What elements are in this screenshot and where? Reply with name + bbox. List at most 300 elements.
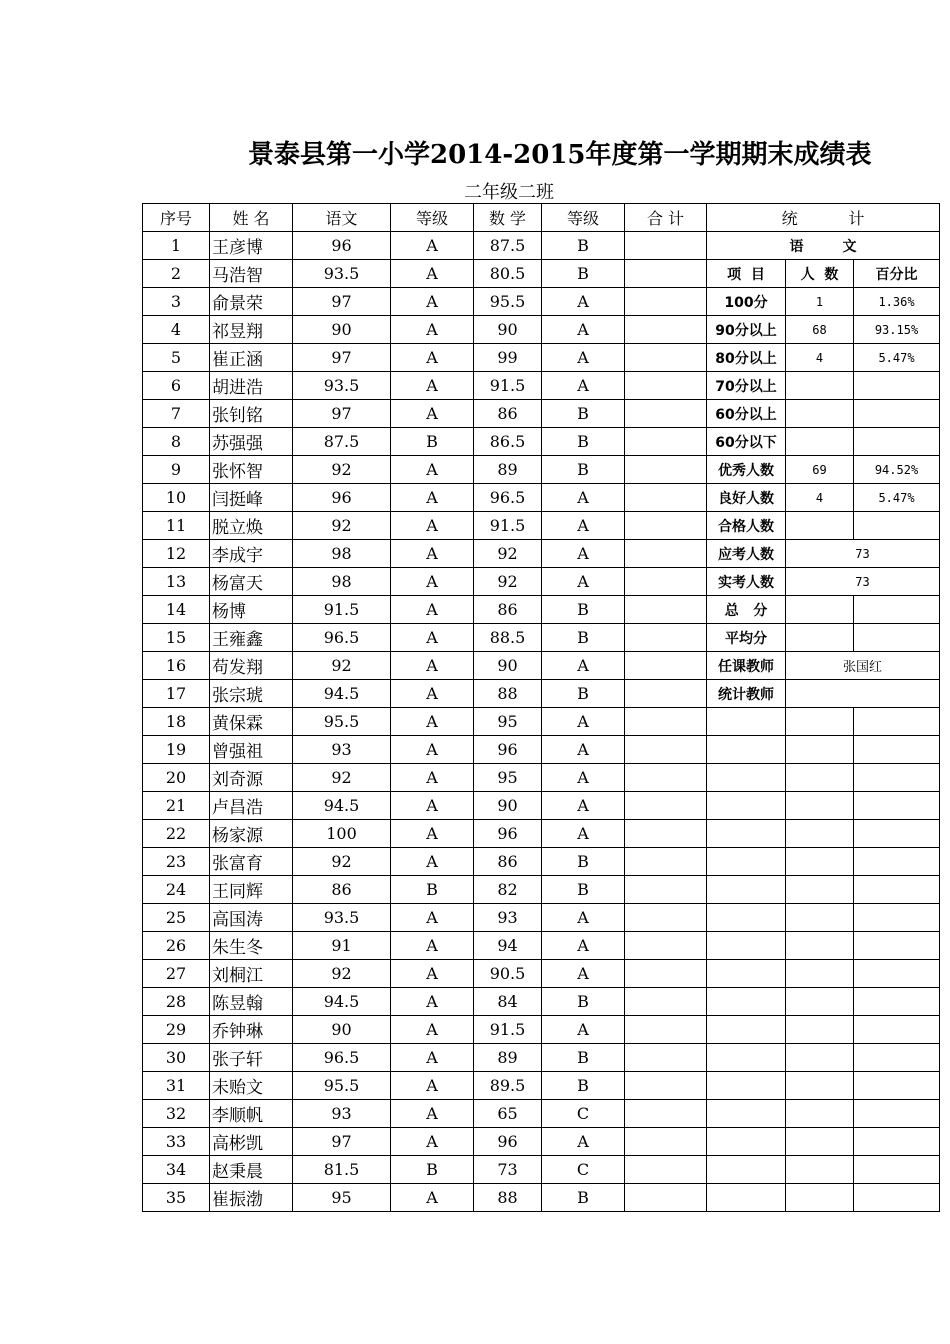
- chinese-grade: A: [391, 1128, 474, 1156]
- empty-cell: [854, 764, 940, 792]
- chinese-score: 95: [293, 1184, 391, 1212]
- empty-cell: [786, 904, 854, 932]
- chinese-grade: A: [391, 568, 474, 596]
- chinese-score: 94.5: [293, 680, 391, 708]
- student-name: 黄保霖: [210, 708, 293, 736]
- chinese-score: 81.5: [293, 1156, 391, 1184]
- student-no: 19: [143, 736, 210, 764]
- stats-value: 73: [786, 568, 940, 596]
- empty-cell: [854, 1016, 940, 1044]
- student-no: 23: [143, 848, 210, 876]
- student-no: 16: [143, 652, 210, 680]
- student-no: 11: [143, 512, 210, 540]
- table-row: [143, 456, 940, 484]
- math-grade: A: [542, 512, 625, 540]
- stats-label: 平均分: [707, 624, 786, 652]
- chinese-grade: A: [391, 652, 474, 680]
- stats-label: 合格人数: [707, 512, 786, 540]
- empty-cell: [707, 1156, 786, 1184]
- student-no: 30: [143, 1044, 210, 1072]
- table-row: [143, 820, 940, 848]
- math-grade: B: [542, 624, 625, 652]
- empty-cell: [854, 1156, 940, 1184]
- header-total: 合 计: [625, 204, 707, 232]
- math-grade: A: [542, 820, 625, 848]
- table-row: [143, 1044, 940, 1072]
- chinese-grade: A: [391, 820, 474, 848]
- stats-col-item: 项 目: [707, 260, 786, 288]
- stats-pct: 5.47%: [854, 484, 940, 512]
- math-score: 94: [474, 932, 542, 960]
- chinese-grade: A: [391, 344, 474, 372]
- empty-cell: [854, 1072, 940, 1100]
- table-row: [143, 680, 940, 708]
- table-row: [143, 344, 940, 372]
- total-cell: [625, 708, 707, 736]
- stats-pct: 94.52%: [854, 456, 940, 484]
- empty-cell: [854, 932, 940, 960]
- empty-cell: [854, 792, 940, 820]
- total-cell: [625, 288, 707, 316]
- stats-pct: 93.15%: [854, 316, 940, 344]
- chinese-score: 96.5: [293, 624, 391, 652]
- empty-cell: [854, 960, 940, 988]
- chinese-score: 94.5: [293, 792, 391, 820]
- math-score: 96: [474, 1128, 542, 1156]
- table-row: [143, 708, 940, 736]
- header-chinese: 语文: [293, 204, 391, 232]
- stats-label: 100分: [707, 288, 786, 316]
- chinese-score: 93: [293, 1100, 391, 1128]
- stats-col-count: 人 数: [786, 260, 854, 288]
- total-cell: [625, 428, 707, 456]
- total-cell: [625, 596, 707, 624]
- math-grade: A: [542, 764, 625, 792]
- math-grade: B: [542, 848, 625, 876]
- empty-cell: [786, 932, 854, 960]
- chinese-grade: A: [391, 988, 474, 1016]
- total-cell: [625, 792, 707, 820]
- stats-label: 60分以上: [707, 400, 786, 428]
- chinese-score: 96: [293, 484, 391, 512]
- teacher-label: 任课教师: [707, 652, 786, 680]
- student-no: 35: [143, 1184, 210, 1212]
- total-cell: [625, 624, 707, 652]
- stats-value: 73: [786, 540, 940, 568]
- total-cell: [625, 1156, 707, 1184]
- total-cell: [625, 764, 707, 792]
- student-name: 张宗琥: [210, 680, 293, 708]
- chinese-score: 95.5: [293, 708, 391, 736]
- math-score: 86: [474, 596, 542, 624]
- student-name: 未贻文: [210, 1072, 293, 1100]
- student-no: 17: [143, 680, 210, 708]
- total-cell: [625, 932, 707, 960]
- stats-col-pct: 百分比: [854, 260, 940, 288]
- student-name: 闫挺峰: [210, 484, 293, 512]
- math-score: 82: [474, 876, 542, 904]
- stats-count: [786, 372, 854, 400]
- stats-label: 应考人数: [707, 540, 786, 568]
- chinese-score: 96: [293, 232, 391, 260]
- chinese-score: 90: [293, 316, 391, 344]
- empty-cell: [707, 708, 786, 736]
- student-no: 4: [143, 316, 210, 344]
- table-row: [143, 316, 940, 344]
- student-no: 34: [143, 1156, 210, 1184]
- student-no: 18: [143, 708, 210, 736]
- table-row: [143, 904, 940, 932]
- empty-cell: [707, 1044, 786, 1072]
- table-row: [143, 372, 940, 400]
- total-cell: [625, 960, 707, 988]
- chinese-grade: A: [391, 932, 474, 960]
- empty-cell: [707, 1016, 786, 1044]
- total-cell: [625, 372, 707, 400]
- stats-pct: [854, 512, 940, 540]
- empty-cell: [854, 848, 940, 876]
- student-no: 15: [143, 624, 210, 652]
- math-grade: A: [542, 932, 625, 960]
- math-score: 90: [474, 316, 542, 344]
- chinese-grade: A: [391, 288, 474, 316]
- student-name: 张子轩: [210, 1044, 293, 1072]
- math-score: 89: [474, 456, 542, 484]
- student-no: 12: [143, 540, 210, 568]
- chinese-score: 94.5: [293, 988, 391, 1016]
- student-no: 10: [143, 484, 210, 512]
- empty-cell: [854, 736, 940, 764]
- math-grade: B: [542, 428, 625, 456]
- student-name: 俞景荣: [210, 288, 293, 316]
- chinese-grade: B: [391, 1156, 474, 1184]
- counter-name: [786, 680, 940, 708]
- empty-cell: [854, 820, 940, 848]
- total-cell: [625, 484, 707, 512]
- stats-count: 68: [786, 316, 854, 344]
- empty-cell: [854, 988, 940, 1016]
- math-grade: B: [542, 456, 625, 484]
- empty-cell: [707, 1100, 786, 1128]
- table-row: [143, 1184, 940, 1212]
- table-row: [143, 260, 940, 288]
- math-grade: A: [542, 792, 625, 820]
- chinese-grade: A: [391, 764, 474, 792]
- stats-label: 60分以下: [707, 428, 786, 456]
- total-cell: [625, 456, 707, 484]
- stats-pct: [854, 624, 940, 652]
- chinese-score: 86: [293, 876, 391, 904]
- stats-pct: 5.47%: [854, 344, 940, 372]
- empty-cell: [707, 792, 786, 820]
- math-score: 88.5: [474, 624, 542, 652]
- chinese-grade: A: [391, 540, 474, 568]
- math-score: 65: [474, 1100, 542, 1128]
- table-row: [143, 876, 940, 904]
- chinese-grade: A: [391, 232, 474, 260]
- chinese-score: 92: [293, 764, 391, 792]
- chinese-grade: A: [391, 260, 474, 288]
- student-name: 祁昱翔: [210, 316, 293, 344]
- student-name: 胡进浩: [210, 372, 293, 400]
- student-no: 26: [143, 932, 210, 960]
- stats-label: 总 分: [707, 596, 786, 624]
- table-row: [143, 232, 940, 260]
- total-cell: [625, 1016, 707, 1044]
- total-cell: [625, 1184, 707, 1212]
- total-cell: [625, 260, 707, 288]
- total-cell: [625, 848, 707, 876]
- stats-label: 实考人数: [707, 568, 786, 596]
- student-no: 32: [143, 1100, 210, 1128]
- empty-cell: [786, 1044, 854, 1072]
- student-name: 刘桐江: [210, 960, 293, 988]
- stats-count: 69: [786, 456, 854, 484]
- header-grade-math: 等级: [542, 204, 625, 232]
- math-grade: B: [542, 596, 625, 624]
- stats-count: [786, 624, 854, 652]
- table-row: [143, 764, 940, 792]
- math-score: 90: [474, 792, 542, 820]
- table-row: [143, 1100, 940, 1128]
- chinese-grade: A: [391, 1044, 474, 1072]
- chinese-grade: A: [391, 372, 474, 400]
- chinese-score: 93: [293, 736, 391, 764]
- student-no: 25: [143, 904, 210, 932]
- total-cell: [625, 1072, 707, 1100]
- chinese-score: 100: [293, 820, 391, 848]
- chinese-score: 97: [293, 1128, 391, 1156]
- student-no: 31: [143, 1072, 210, 1100]
- math-grade: C: [542, 1100, 625, 1128]
- empty-cell: [707, 820, 786, 848]
- total-cell: [625, 988, 707, 1016]
- chinese-score: 97: [293, 288, 391, 316]
- math-score: 80.5: [474, 260, 542, 288]
- empty-cell: [707, 960, 786, 988]
- stats-count: 4: [786, 344, 854, 372]
- math-score: 93: [474, 904, 542, 932]
- student-name: 张怀智: [210, 456, 293, 484]
- teacher-name: 张国红: [786, 652, 940, 680]
- empty-cell: [707, 988, 786, 1016]
- chinese-score: 93.5: [293, 260, 391, 288]
- math-score: 91.5: [474, 1016, 542, 1044]
- chinese-score: 92: [293, 456, 391, 484]
- student-no: 22: [143, 820, 210, 848]
- empty-cell: [786, 1184, 854, 1212]
- total-cell: [625, 512, 707, 540]
- chinese-score: 96.5: [293, 1044, 391, 1072]
- table-row: [143, 736, 940, 764]
- math-score: 73: [474, 1156, 542, 1184]
- student-name: 马浩智: [210, 260, 293, 288]
- stats-label: 70分以上: [707, 372, 786, 400]
- student-name: 王同辉: [210, 876, 293, 904]
- total-cell: [625, 316, 707, 344]
- chinese-grade: A: [391, 512, 474, 540]
- stats-subject: 语 文: [707, 232, 940, 260]
- total-cell: [625, 1100, 707, 1128]
- table-row: [143, 400, 940, 428]
- student-name: 杨家源: [210, 820, 293, 848]
- math-grade: A: [542, 540, 625, 568]
- student-no: 3: [143, 288, 210, 316]
- math-grade: B: [542, 400, 625, 428]
- math-score: 87.5: [474, 232, 542, 260]
- math-score: 88: [474, 680, 542, 708]
- empty-cell: [854, 1128, 940, 1156]
- math-score: 95: [474, 708, 542, 736]
- math-score: 99: [474, 344, 542, 372]
- student-no: 2: [143, 260, 210, 288]
- chinese-grade: A: [391, 1072, 474, 1100]
- student-name: 苏强强: [210, 428, 293, 456]
- table-row: [143, 596, 940, 624]
- table-row: [143, 484, 940, 512]
- stats-count: [786, 512, 854, 540]
- empty-cell: [854, 708, 940, 736]
- chinese-grade: A: [391, 316, 474, 344]
- student-name: 曾强祖: [210, 736, 293, 764]
- empty-cell: [854, 1184, 940, 1212]
- student-name: 朱生冬: [210, 932, 293, 960]
- student-no: 7: [143, 400, 210, 428]
- empty-cell: [786, 988, 854, 1016]
- math-grade: A: [542, 1128, 625, 1156]
- math-score: 86: [474, 848, 542, 876]
- total-cell: [625, 820, 707, 848]
- stats-label: 80分以上: [707, 344, 786, 372]
- chinese-score: 98: [293, 568, 391, 596]
- student-name: 赵秉晨: [210, 1156, 293, 1184]
- math-grade: B: [542, 232, 625, 260]
- chinese-grade: A: [391, 1100, 474, 1128]
- chinese-grade: A: [391, 960, 474, 988]
- student-no: 13: [143, 568, 210, 596]
- table-row: [143, 652, 940, 680]
- chinese-score: 92: [293, 512, 391, 540]
- table-row: [143, 960, 940, 988]
- student-no: 9: [143, 456, 210, 484]
- student-name: 张富育: [210, 848, 293, 876]
- chinese-score: 92: [293, 848, 391, 876]
- table-row: [143, 540, 940, 568]
- total-cell: [625, 344, 707, 372]
- student-name: 王雍鑫: [210, 624, 293, 652]
- stats-pct: [854, 372, 940, 400]
- table-row: [143, 512, 940, 540]
- total-cell: [625, 1128, 707, 1156]
- header-math: 数 学: [474, 204, 542, 232]
- student-name: 杨博: [210, 596, 293, 624]
- table-row: [143, 624, 940, 652]
- math-score: 91.5: [474, 372, 542, 400]
- total-cell: [625, 1044, 707, 1072]
- math-grade: A: [542, 1016, 625, 1044]
- math-score: 96: [474, 820, 542, 848]
- chinese-score: 93.5: [293, 372, 391, 400]
- empty-cell: [707, 1128, 786, 1156]
- empty-cell: [786, 820, 854, 848]
- math-score: 89: [474, 1044, 542, 1072]
- chinese-grade: A: [391, 456, 474, 484]
- math-score: 92: [474, 540, 542, 568]
- empty-cell: [786, 764, 854, 792]
- chinese-score: 87.5: [293, 428, 391, 456]
- empty-cell: [854, 876, 940, 904]
- chinese-grade: A: [391, 596, 474, 624]
- math-grade: B: [542, 260, 625, 288]
- math-score: 90.5: [474, 960, 542, 988]
- student-name: 乔钟琳: [210, 1016, 293, 1044]
- table-row: [143, 1072, 940, 1100]
- math-score: 90: [474, 652, 542, 680]
- total-cell: [625, 904, 707, 932]
- empty-cell: [786, 876, 854, 904]
- math-score: 96.5: [474, 484, 542, 512]
- math-grade: B: [542, 988, 625, 1016]
- chinese-grade: A: [391, 792, 474, 820]
- empty-cell: [854, 1100, 940, 1128]
- stats-count: 1: [786, 288, 854, 316]
- math-grade: B: [542, 876, 625, 904]
- math-grade: B: [542, 1184, 625, 1212]
- stats-pct: 1.36%: [854, 288, 940, 316]
- stats-label: 良好人数: [707, 484, 786, 512]
- student-name: 崔振渤: [210, 1184, 293, 1212]
- chinese-grade: A: [391, 484, 474, 512]
- stats-label: 优秀人数: [707, 456, 786, 484]
- total-cell: [625, 652, 707, 680]
- chinese-score: 93.5: [293, 904, 391, 932]
- student-name: 脱立焕: [210, 512, 293, 540]
- empty-cell: [786, 960, 854, 988]
- math-score: 89.5: [474, 1072, 542, 1100]
- empty-cell: [786, 708, 854, 736]
- empty-cell: [786, 1016, 854, 1044]
- table-row: [143, 988, 940, 1016]
- stats-count: [786, 400, 854, 428]
- stats-pct: [854, 428, 940, 456]
- math-grade: A: [542, 344, 625, 372]
- student-name: 高国涛: [210, 904, 293, 932]
- math-grade: C: [542, 1156, 625, 1184]
- math-score: 95.5: [474, 288, 542, 316]
- chinese-score: 90: [293, 1016, 391, 1044]
- student-name: 李顺帆: [210, 1100, 293, 1128]
- stats-pct: [854, 596, 940, 624]
- math-grade: A: [542, 904, 625, 932]
- chinese-grade: B: [391, 876, 474, 904]
- student-no: 21: [143, 792, 210, 820]
- math-grade: A: [542, 372, 625, 400]
- chinese-score: 97: [293, 400, 391, 428]
- math-score: 96: [474, 736, 542, 764]
- total-cell: [625, 400, 707, 428]
- page-title: 景泰县第一小学2014-2015年度第一学期期末成绩表: [248, 140, 872, 170]
- class-name: 二年级二班: [464, 182, 554, 203]
- student-no: 24: [143, 876, 210, 904]
- empty-cell: [707, 1184, 786, 1212]
- student-no: 33: [143, 1128, 210, 1156]
- math-grade: A: [542, 652, 625, 680]
- chinese-grade: B: [391, 428, 474, 456]
- table-row: [143, 932, 940, 960]
- student-no: 1: [143, 232, 210, 260]
- total-cell: [625, 568, 707, 596]
- math-score: 91.5: [474, 512, 542, 540]
